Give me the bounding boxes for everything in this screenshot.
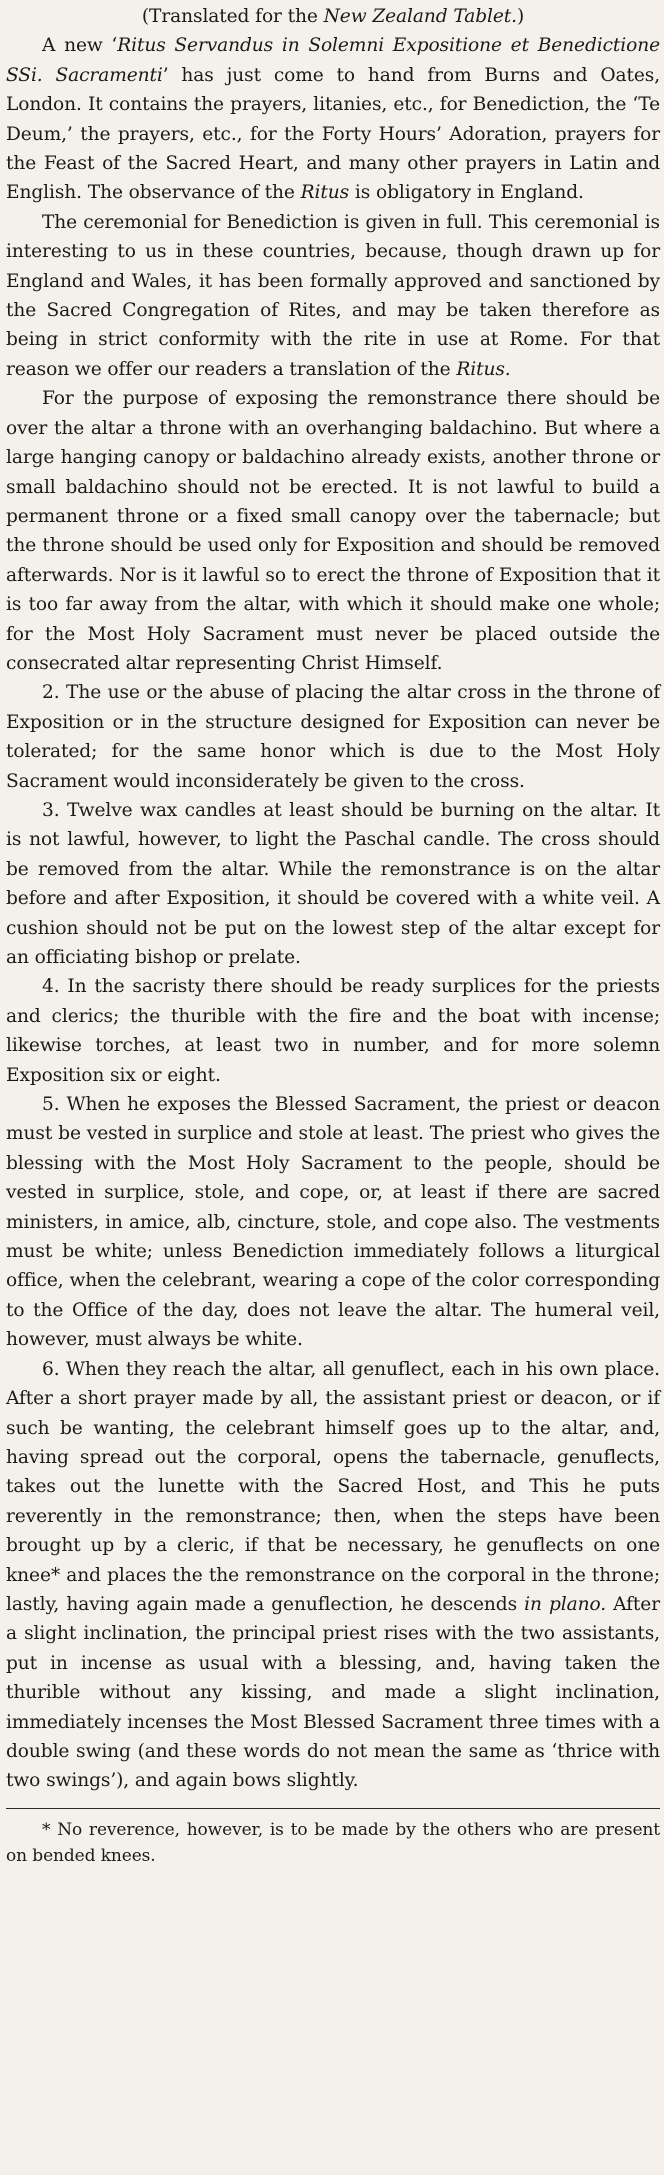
paragraph-6-procedure — [6, 1355, 660, 1796]
text-segment: ) — [516, 6, 525, 27]
translation-heading — [6, 2, 660, 31]
text-segment: 2. The use or the abuse of placing the altar cross in the throne of Exposition or in the structure designed for Exposition can never be tolerated; for the same honor which is due to the Most Holy Sacrament would inconsiderately be given to the cross. — [6, 682, 660, 792]
italic-text-segment: New Zealand Tablet. — [323, 6, 517, 27]
text-segment: 5. When he exposes the Blessed Sacrament, the priest or deacon must be vested in surplice and stole at least. The priest who gives the blessing with the Most Holy Sacrament to the people, should be vested in surplice, stole, and cope, or, at least if there are sacred ministers, in amice, alb, cincture, stole, and cope also. The vestments must be white; unless Benediction immediately follows a liturgical office, when the celebrant, wearing a cope of the color corresponding to the Office of the day, does not leave the altar. The humeral veil, however, must always be white. — [6, 1094, 660, 1351]
paragraph-5-vestments — [6, 1090, 660, 1355]
paragraph-2-altar-cross — [6, 678, 660, 796]
paragraph-intro — [6, 31, 660, 207]
text-segment: 3. Twelve wax candles at least should be burning on the altar. It is not lawful, however, to light the Paschal candle. The cross should be removed from the altar. While the remonstrance is on the altar before and after Exposition, it should be covered with a white veil. A cushion should not be put on the lowest step of the altar except for an officiating bishop or prelate. — [6, 799, 660, 968]
text-segment: A new ‘ — [42, 35, 118, 57]
text-segment: For the purpose of exposing the remonstrance there should be over the altar a throne with an overhanging baldachino. But where a large hanging canopy or baldachino already exists, another throne or small baldachino should not be erected. It is not lawful to build a permanent throne or a fixed small canopy over the tabernacle; but the throne should be used only for Exposition and should be removed afterwards. Nor is it lawful so to erect the throne of Exposition that it is too far away from the altar, with which it should make one whole; for the Most Holy Sacrament must never be placed outside the consecrated altar representing Christ Himself. — [6, 388, 660, 674]
italic-text-segment: Ritus — [300, 182, 350, 204]
text-segment: 6. When they reach the altar, all genuflect, each in his own place. After a short prayer made by all, the assistant priest or deacon, or if such be wanting, the celebrant himself goes up to the altar, and, having spread out the corporal, opens the tabernacle, genuflects, takes out the lunette with the Sacred Host, and This he puts reverently in the remonstrance; then, when the steps have been brought up by a cleric, if that be necessary, he genuflects on one knee* and places the the remonstrance on the corporal in the throne; lastly, having again made a genuflection, he descends — [6, 1358, 660, 1615]
italic-text-segment: in plano. — [524, 1593, 607, 1615]
article-body — [6, 31, 660, 1795]
text-segment: (Translated for the — [141, 6, 324, 27]
text-segment: is obligatory in England. — [349, 182, 584, 204]
text-segment: ’ has just come to hand from Burns and Oates, London. It contains the prayers, litanies, etc., for Benediction, the ‘Te Deum,’ the prayers, etc., for the Forty Hours’ Adoration, prayers for the Feast of the Sacred Heart, and many other prayers in Latin and English. The observance of the — [6, 64, 661, 204]
paragraph-4-sacristy — [6, 972, 660, 1090]
italic-text-segment: Ritus. — [456, 358, 511, 380]
paragraph-ceremonial — [6, 208, 660, 384]
text-segment: The ceremonial for Benediction is given in full. This ceremonial is interesting to us in these countries, because, though drawn up for England and Wales, it has been formally approved and sanctioned by the Sacred Congregation of Rites, and may be taken therefore as being in strict conformity with the rite in use at Rome. For that reason we offer our readers a translation of the — [6, 211, 660, 380]
text-segment: After a slight inclination, the principal priest rises with the two assistants, put in incense as usual with a blessing, and, having taken the thurible without any kissing, and made a slight inclination, immediately incenses the Most Blessed Sacrament three times with a double swing (and these words do not mean the same as ‘thrice with two swings’), and again bows slightly. — [6, 1593, 660, 1792]
text-segment: 4. In the sacristy there should be ready surplices for the priests and clerics; the thurible with the fire and the boat with incense; likewise torches, at least two in number, and for more solemn Exposition six or eight. — [6, 976, 660, 1086]
footnote-divider — [6, 1808, 660, 1809]
footnote: * No reverence, however, is to be made by the others who are present on bended knees. — [6, 1819, 660, 1866]
italic-text-segment: Ritus Servandus in Solemni Expositione et Benedictione SSi. Sacramenti — [6, 35, 660, 86]
paragraph-3-candles — [6, 796, 660, 972]
paragraph-1-throne — [6, 384, 660, 678]
